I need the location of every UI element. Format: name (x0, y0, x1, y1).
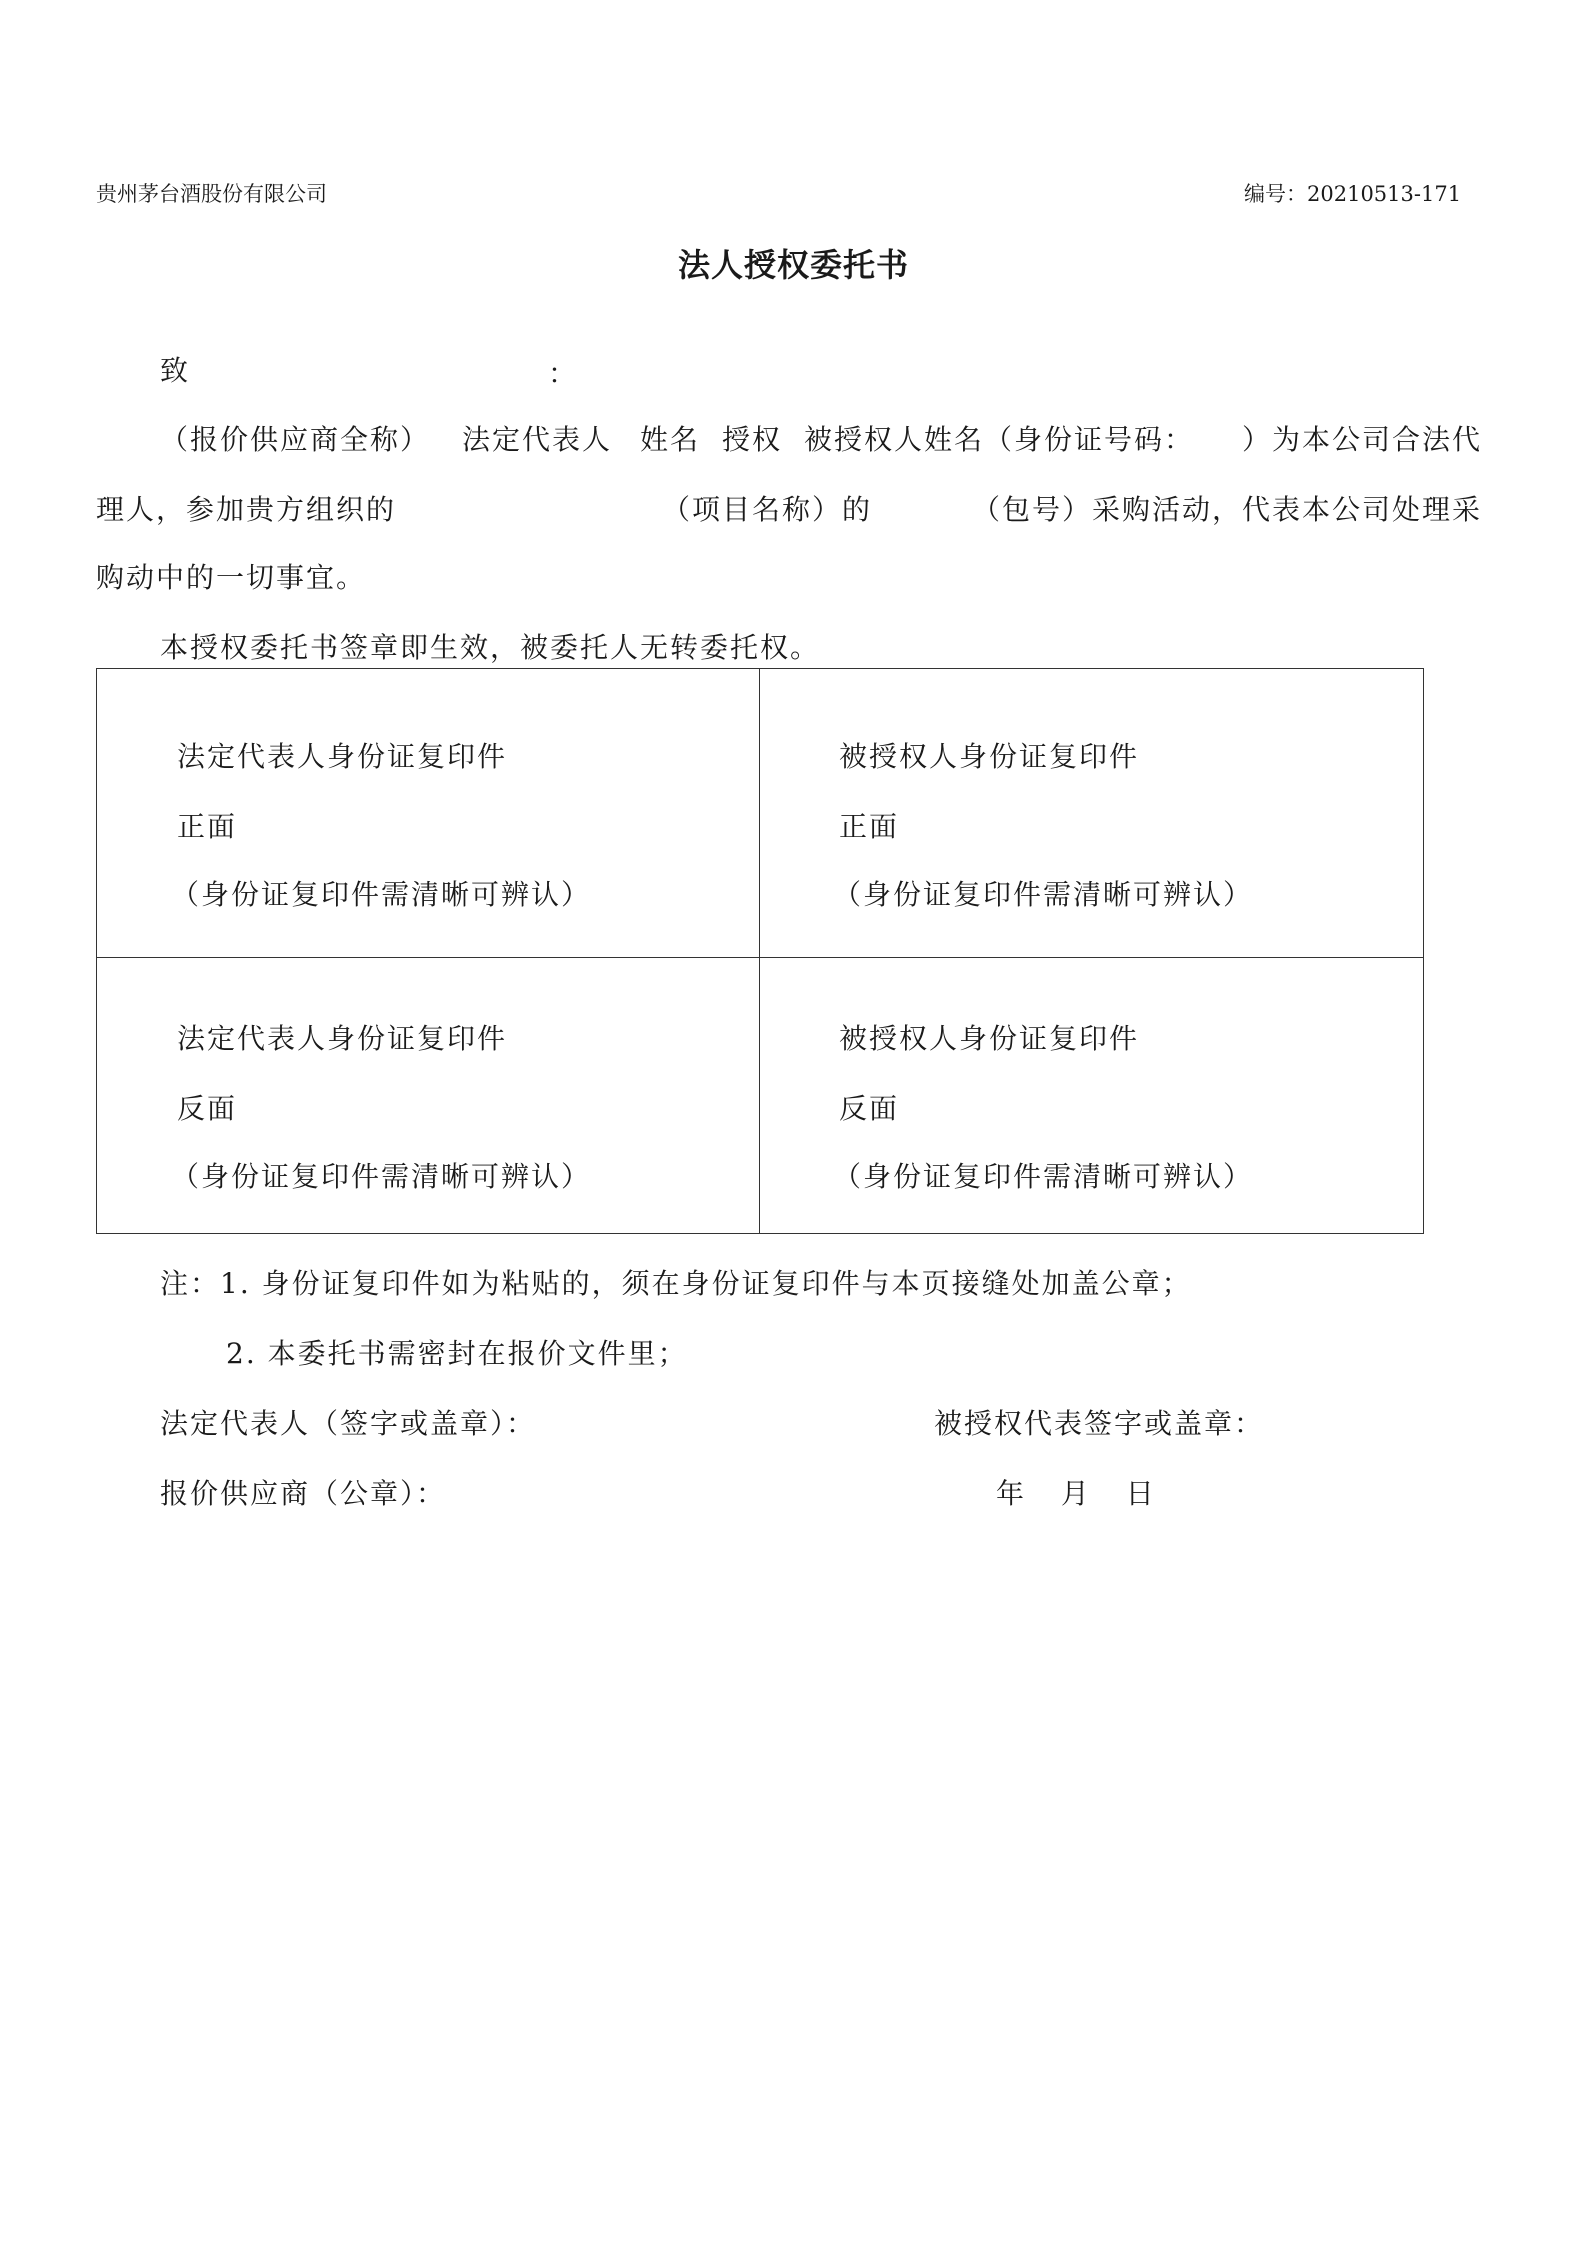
cell-title: 被授权人身份证复印件 (839, 740, 1140, 773)
cell-note: （身份证复印件需清晰可辨认） (833, 878, 1254, 911)
cell-title: 被授权人身份证复印件 (839, 1022, 1140, 1055)
addressee-prefix: 致 (160, 354, 191, 387)
document-title: 法人授权委托书 (677, 246, 909, 284)
cell-side: 反面 (839, 1092, 900, 1125)
project-name-label: （项目名称）的 (662, 493, 873, 526)
legal-rep-label: 法定代表人 (462, 423, 613, 456)
addressee-colon: ： (548, 357, 579, 390)
note-2: 2. 本委托书需密封在报价文件里； (226, 1337, 688, 1370)
id-copy-table (96, 668, 1424, 1234)
note-1: 注：1. 身份证复印件如为粘贴的，须在身份证复印件与本页接缝处加盖公章； (160, 1267, 1192, 1300)
cell-side: 反面 (177, 1092, 238, 1125)
cell-title: 法定代表人身份证复印件 (177, 740, 508, 773)
participate-text: 理人，参加贵方组织的 (96, 493, 397, 526)
table-vertical-divider (759, 669, 760, 1233)
company-name: 贵州茅台酒股份有限公司 (96, 182, 327, 206)
authorize-label: 授权 (722, 423, 783, 456)
cell-side: 正面 (177, 810, 238, 843)
supplier-seal-label: 报价供应商（公章）： (160, 1477, 447, 1510)
package-label: （包号）采购活动，代表本公司处理采 (972, 493, 1483, 526)
paragraph-line-1 (160, 418, 1500, 454)
serial-number: 编号：20210513-171 (1244, 182, 1462, 206)
paragraph-line-4: 本授权委托书签章即生效，被委托人无转委托权。 (160, 631, 821, 664)
legal-agent-text: ）为本公司合法代 (1242, 423, 1483, 456)
cell-title: 法定代表人身份证复印件 (177, 1022, 508, 1055)
paragraph-line-2 (96, 488, 1496, 524)
authorized-person-label: 被授权人姓名（身份证号码： (804, 423, 1195, 456)
date-label: 年 月 日 (996, 1477, 1156, 1510)
paragraph-line-3: 购动中的一切事宜。 (96, 561, 367, 594)
cell-note: （身份证复印件需清晰可辨认） (833, 1160, 1254, 1193)
supplier-name-placeholder: （报价供应商全称） (160, 423, 431, 456)
table-horizontal-divider (97, 957, 1423, 958)
cell-note: （身份证复印件需清晰可辨认） (171, 878, 592, 911)
name-label: 姓名 (640, 423, 701, 456)
legal-rep-signature-label: 法定代表人（签字或盖章）： (160, 1407, 537, 1440)
cell-side: 正面 (839, 810, 900, 843)
cell-note: （身份证复印件需清晰可辨认） (171, 1160, 592, 1193)
authorized-rep-signature-label: 被授权代表签字或盖章： (934, 1407, 1265, 1440)
